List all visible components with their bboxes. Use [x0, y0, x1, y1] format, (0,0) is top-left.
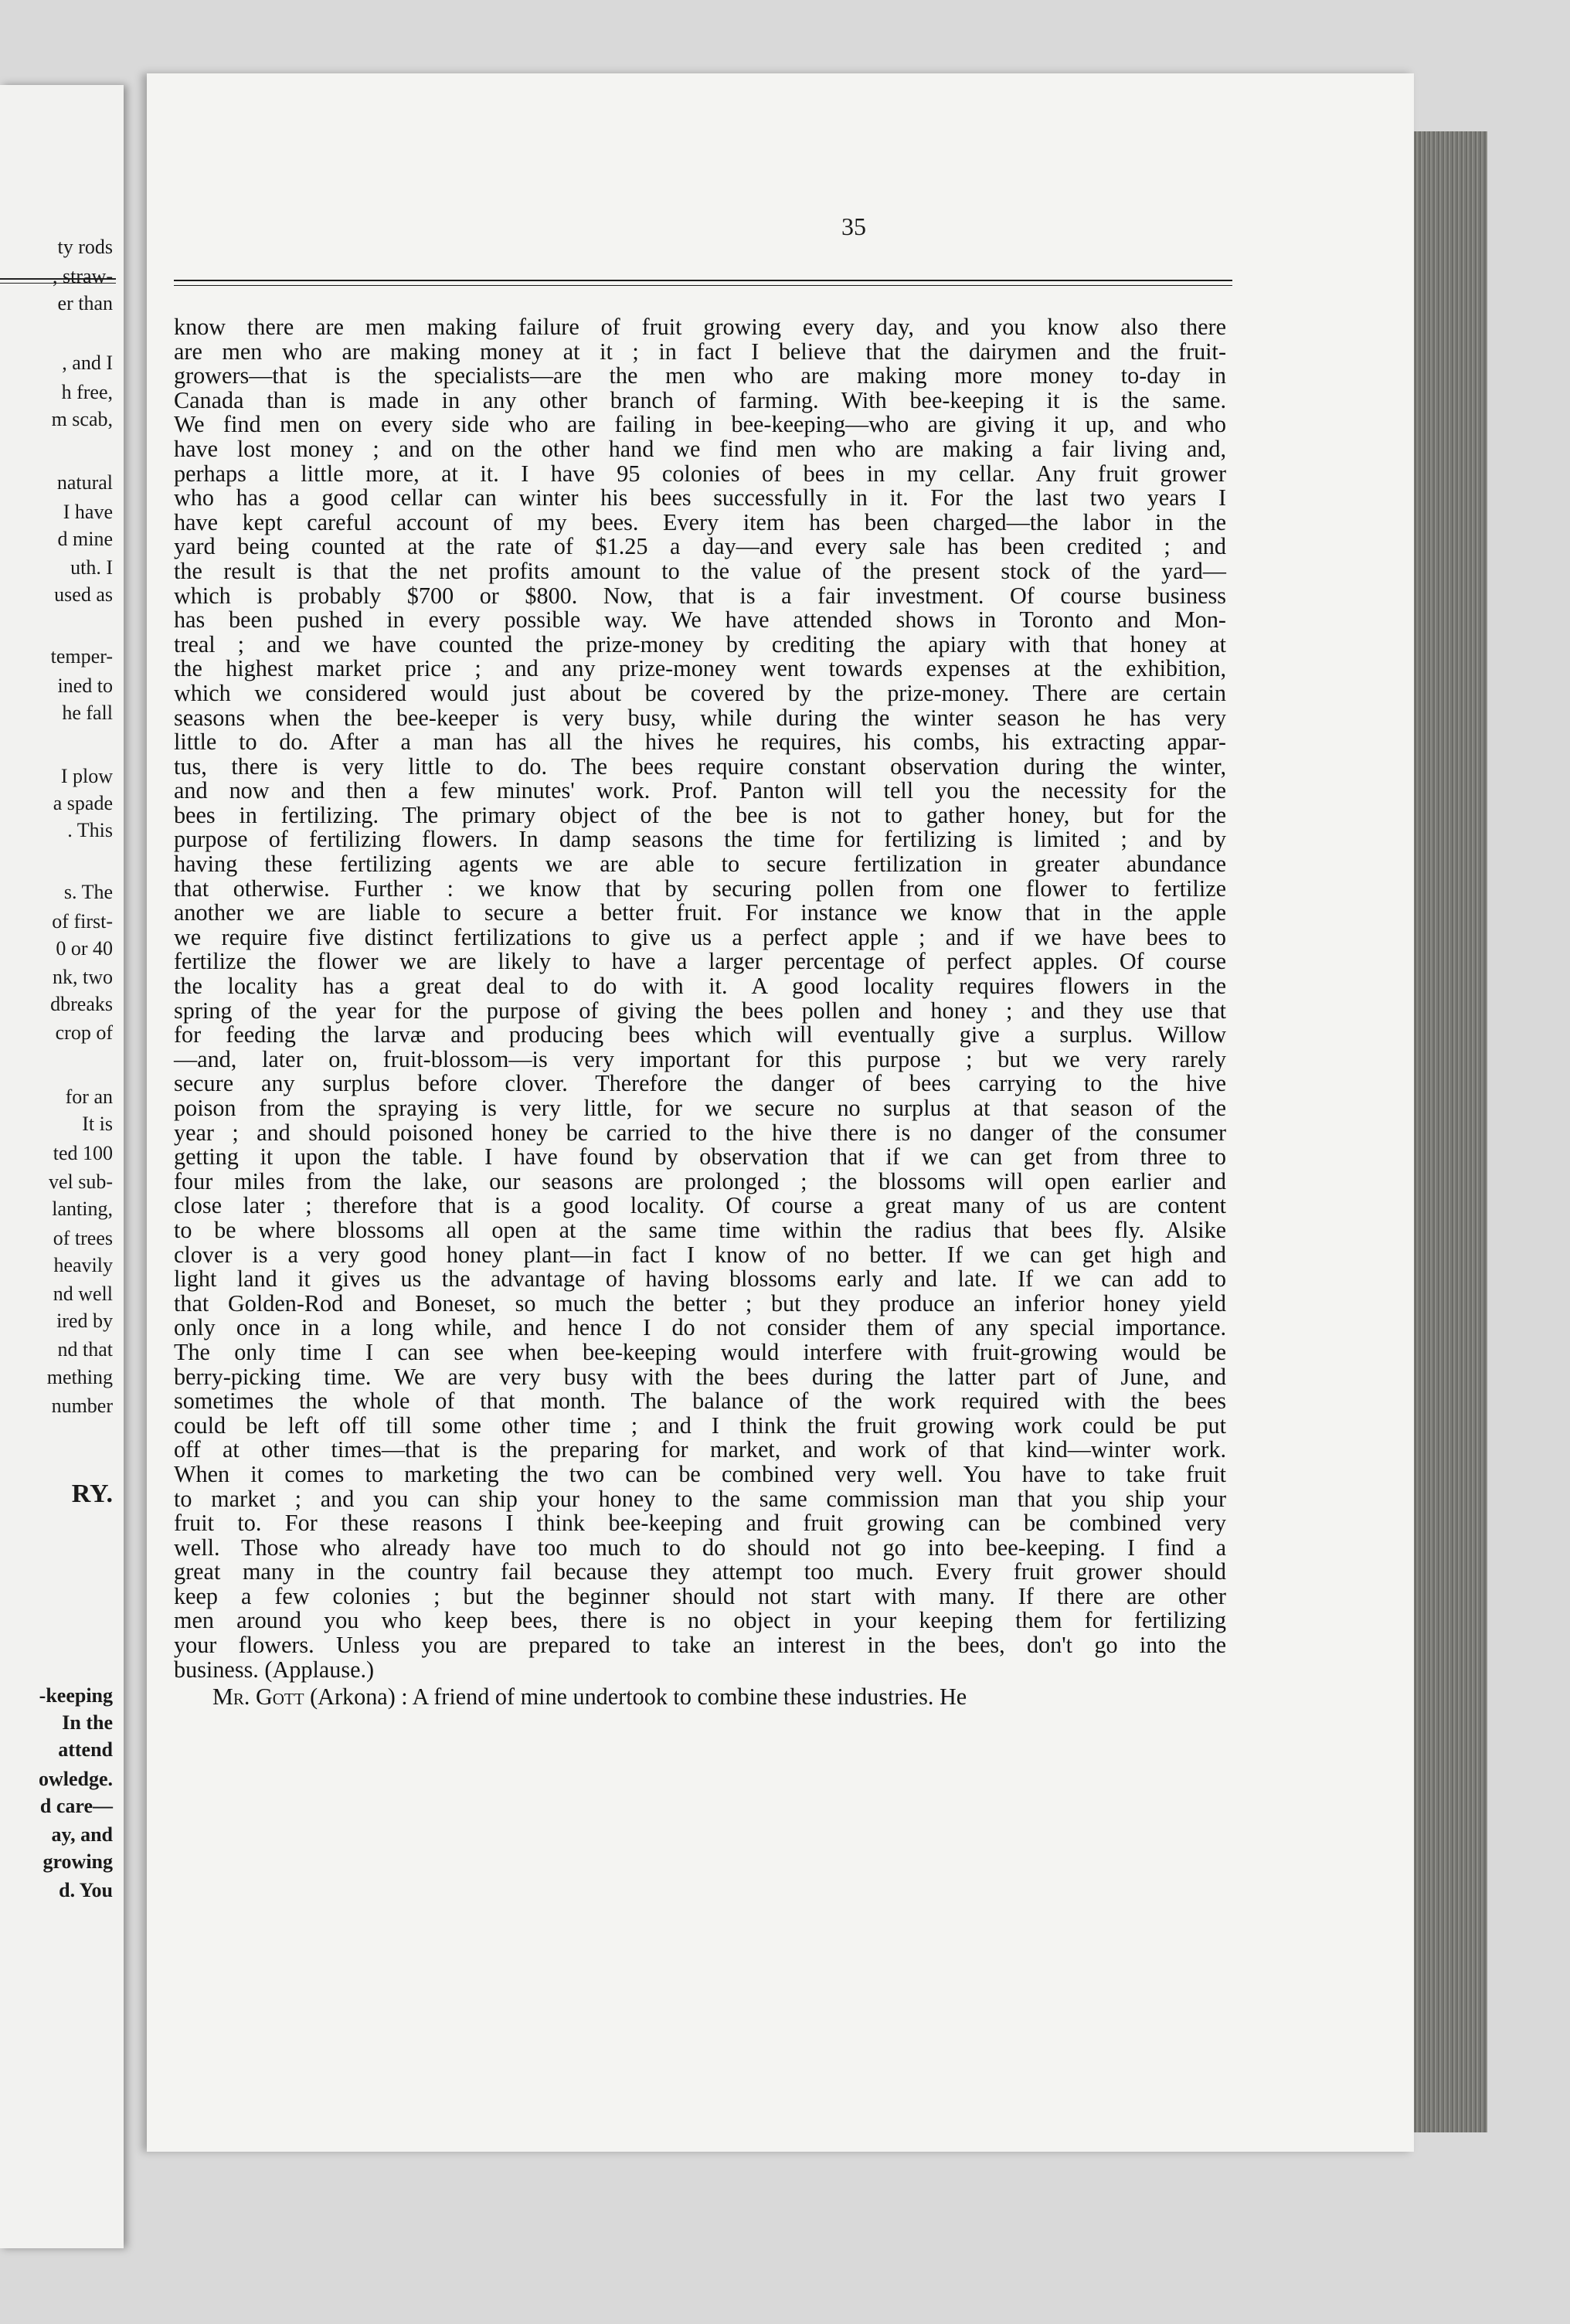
body-line: fertilize the flower we are likely to have a larger percentage of perfect apples. Of course: [174, 948, 1226, 975]
left-page-fragment: vel sub-: [48, 1170, 113, 1193]
body-line: only once in a long while, and hence I do not consider them of any special importance.: [174, 1314, 1226, 1341]
body-line: treal ; and we have counted the prize-money by crediting the apiary with that honey at: [174, 630, 1226, 657]
left-page-fragment: In the: [62, 1711, 113, 1734]
left-page-fragment: ined to: [57, 674, 113, 697]
header-rule: [174, 280, 1232, 286]
body-line: have kept careful account of my bees. Every item has been charged—the labor in the: [174, 508, 1226, 535]
body-line: which we considered would just about be covered by the prize-money. There are certain: [174, 679, 1226, 706]
body-line: four miles from the lake, our seasons are prolonged ; the blossoms will open earlier and: [174, 1167, 1226, 1194]
body-line: poison from the spraying is very little, for we secure no surplus at that season of the: [174, 1095, 1226, 1121]
left-page-fragment: owledge.: [38, 1768, 113, 1790]
book-page-edge: [1414, 131, 1487, 2132]
body-line: clover is a very good honey plant—in fact I know of no better. If we can get high and: [174, 1241, 1226, 1268]
left-page-fragment: 0 or 40: [56, 937, 113, 960]
body-line: yard being counted at the rate of $1.25 a day—and every sale has been credited ; and: [174, 533, 1226, 560]
left-page-fragment: number: [51, 1395, 113, 1417]
body-line: your flowers. Unless you are prepared to take an interest in the bees, don't go into the: [174, 1632, 1226, 1659]
body-line: berry-picking time. We are very busy with the bees during the latter part of June, and: [174, 1363, 1226, 1390]
left-page-fragment: mething: [46, 1366, 113, 1388]
body-line: secure any surplus before clover. Therefore the danger of bees carrying to the hive: [174, 1070, 1226, 1097]
body-line: fruit to. For these reasons I think bee-keeping and fruit growing can be combined very: [174, 1510, 1226, 1537]
left-page-fragment: m scab,: [51, 408, 113, 430]
left-page-fragment: , straw-: [53, 265, 113, 287]
left-page-fragment: er than: [57, 292, 113, 314]
left-page-fragment: s. The: [63, 881, 113, 903]
body-line: we require five distinct fertilizations to give us a perfect apple ; and if we have bees to: [174, 923, 1226, 950]
left-page-fragment: It is: [82, 1113, 113, 1135]
left-page-fragment: dbreaks: [50, 993, 113, 1015]
left-page-fragment: nk, two: [53, 966, 113, 988]
left-page-fragment: d care—: [39, 1795, 113, 1817]
body-line: purpose of fertilizing flowers. In damp seasons the time for fertilizing is limited ; and by: [174, 826, 1226, 853]
body-line: —and, later on, fruit-blossom—is very important for this purpose ; but we very rarely: [174, 1045, 1226, 1072]
left-page-fragment: used as: [54, 583, 113, 606]
left-page-fragment: temper-: [50, 645, 113, 668]
left-page-fragment: a spade: [53, 792, 113, 814]
speaker-text: (Arkona) : A friend of mine undertook to combine these industries. He: [304, 1684, 967, 1711]
speaker-paragraph: [174, 1685, 1226, 1710]
body-line: the highest market price ; and any prize-money went towards expenses at the exhibition,: [174, 655, 1226, 682]
left-page-fragment: -keeping: [39, 1684, 113, 1707]
left-page-fragment: natural: [56, 471, 113, 494]
body-line: When it comes to marketing the two can be combined very well. You have to take fruit: [174, 1460, 1226, 1487]
left-page-fragment: , and I: [62, 352, 113, 374]
body-line: has been pushed in every possible way. We have attended shows in Toronto and Mon-: [174, 606, 1226, 634]
body-line: sometimes the whole of that month. The balance of the work required with the bees: [174, 1388, 1226, 1415]
body-line: business. (Applause.): [174, 1656, 375, 1683]
body-line: that otherwise. Further : we know that by securing pollen from one flower to fertilize: [174, 875, 1226, 902]
left-page-fragment: d mine: [57, 528, 113, 550]
left-page-fragment: crop of: [55, 1021, 113, 1044]
left-page-fragment: uth. I: [70, 556, 113, 579]
page-number: 35: [841, 212, 866, 240]
body-line: another we are liable to secure a better fruit. For instance we know that in the apple: [174, 899, 1226, 926]
body-line: seasons when the bee-keeper is very busy, while during the winter season he has very: [174, 704, 1226, 731]
body-line: light land it gives us the advantage of having blossoms early and late. If we can add to: [174, 1266, 1226, 1293]
left-page-fragment: nd that: [57, 1338, 113, 1361]
left-page-fragment: he fall: [62, 702, 113, 724]
left-page-fragment: h free,: [61, 381, 113, 403]
body-line: getting it upon the table. I have found by observation that if we can get from three to: [174, 1143, 1226, 1170]
body-line: that Golden-Rod and Boneset, so much the better ; but they produce an inferior honey yield: [174, 1289, 1226, 1317]
left-page-fragment: attend: [58, 1738, 113, 1761]
body-line: spring of the year for the purpose of giving the bees pollen and honey ; and they use that: [174, 997, 1226, 1024]
body-text: [174, 315, 1226, 1710]
body-line: to market ; and you can ship your honey to the same commission man that you ship your: [174, 1485, 1226, 1512]
body-line: keep a few colonies ; but the beginner should not start with many. If there are other: [174, 1582, 1226, 1609]
body-line: bees in fertilizing. The primary object of the bee is not to gather honey, but for the: [174, 801, 1226, 828]
body-line: Canada than is made in any other branch of farming. With bee-keeping it is the same.: [174, 386, 1226, 413]
body-line: for feeding the larvæ and producing bees which will eventually give a surplus. Willow: [174, 1021, 1226, 1048]
left-page-fragment: growing: [42, 1850, 113, 1873]
left-page-fragment: I have: [63, 501, 113, 523]
body-line: off at other times—that is the preparing for market, and work of that kind—winter work.: [174, 1436, 1226, 1463]
body-line: to be where blossoms all open at the same time within the radius that bees fly. Alsike: [174, 1216, 1226, 1243]
body-line: the result is that the net profits amount to the value of the present stock of the yard—: [174, 557, 1226, 584]
body-line: perhaps a little more, at it. I have 95 colonies of bees in my cellar. Any fruit grower: [174, 460, 1226, 487]
left-page-fragment: for an: [65, 1086, 113, 1108]
left-page-fragment: nd well: [53, 1283, 113, 1305]
body-line: the locality has a great deal to do with it. A good locality requires flowers in the: [174, 973, 1226, 1000]
body-line: men around you who keep bees, there is no object in your keeping them for fertilizing: [174, 1607, 1226, 1634]
body-line: having these fertilizing agents we are able to secure fertilization in greater abundance: [174, 851, 1226, 878]
body-line: The only time I can see when bee-keeping would interfere with fruit-growing would be: [174, 1338, 1226, 1365]
body-line: know there are men making failure of fruit growing every day, and you know also there: [174, 314, 1226, 340]
body-line: well. Those who already have too much to do should not go into bee-keeping. I find a: [174, 1534, 1226, 1561]
left-page-fragment: I plow: [60, 765, 113, 787]
body-line: growers—that is the specialists—are the men who are making more money to-day in: [174, 362, 1226, 389]
body-line: are men who are making money at it ; in fact I believe that the dairymen and the fruit-: [174, 338, 1226, 365]
left-page-fragment: ay, and: [51, 1823, 113, 1846]
body-line: tus, there is very little to do. The bees require constant observation during the winter,: [174, 753, 1226, 780]
left-page-fragment: ted 100: [53, 1142, 113, 1164]
left-page-fragment: d. You: [59, 1879, 113, 1901]
body-line: have lost money ; and on the other hand we find men who are making a fair living and,: [174, 435, 1226, 462]
body-line: year ; and should poisoned honey be carried to the hive there is no danger of the consumer: [174, 1119, 1226, 1146]
left-page-fragment: . This: [67, 819, 113, 841]
speaker-name: Mr. Gott: [212, 1684, 304, 1711]
left-page-fragment: ired by: [56, 1310, 113, 1332]
left-page-fragment: lanting,: [52, 1198, 113, 1220]
left-page-fragment: heavily: [53, 1254, 113, 1276]
body-line: little to do. After a man has all the hives he requires, his combs, his extracting appar-: [174, 729, 1226, 756]
body-line: could be left off till some other time ; and I think the fruit growing work could be put: [174, 1412, 1226, 1439]
body-line: and now and then a few minutes' work. Prof. Panton will tell you the necessity for the: [174, 777, 1226, 804]
body-line: We find men on every side who are failing in bee-keeping—who are giving it up, and who: [174, 411, 1226, 438]
left-page: [0, 85, 124, 2248]
left-page-fragment: of trees: [53, 1227, 113, 1249]
body-line: great many in the country fail because they attempt too much. Every fruit grower should: [174, 1558, 1226, 1585]
left-page-fragment: of first-: [52, 910, 113, 933]
left-page-fragment: RY.: [71, 1480, 113, 1508]
body-line: close later ; therefore that is a good locality. Of course a great many of us are content: [174, 1192, 1226, 1219]
body-line: which is probably $700 or $800. Now, that is a fair investment. Of course business: [174, 582, 1226, 609]
left-page-fragment: ty rods: [57, 236, 113, 258]
body-line: who has a good cellar can winter his bees successfully in it. For the last two years I: [174, 484, 1226, 511]
